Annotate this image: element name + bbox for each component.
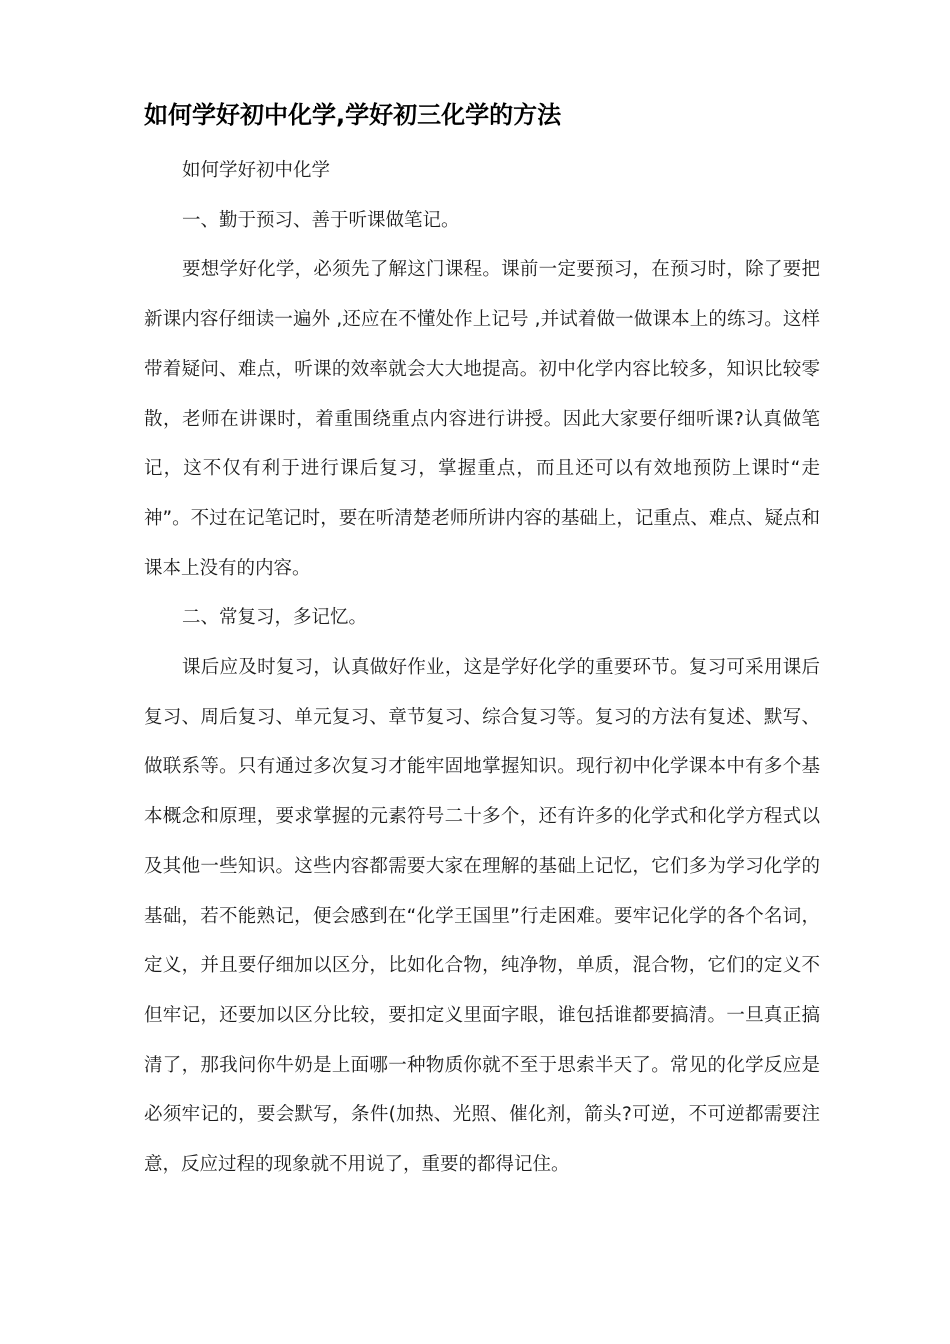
paragraph-section-heading-2: 二、常复习，多记忆。	[182, 607, 368, 629]
paragraph-review-memory: 课后应及时复习，认真做好作业，这是学好化学的重要环节。复习可采用课后复习、周后复习、单元复习、章节复习、综合复习等。复习的方法有复述、默写、做联系等。只有通过多次复习才能牢固地掌握知识。现行初中化学课本中有多个基本概念和原理，要求掌握的元素符号二十多个，还有许多的化学式和化学方程式以及其他一些知识。这些内容都需要大家在理解的基础上记忆，它们多为学习化学的基础，若不能熟记，便会感到在“化学王国里”行走困难。要牢记化学的各个名词，定义，并且要仔细加以区分，比如化合物，纯净物，单质，混合物，它们的定义不但牢记，还要加以区分比较，要扣定义里面字眼，谁包括谁都要搞清。一旦真正搞清了，那我问你牛奶是上面哪一种物质你就不至于思索半天了。常见的化学反应是必须牢记的，要会默写，条件(加热、光照、催化剂，箭头?可逆，不可逆都需要注意，反应过程的现象就不用说了，重要的都得记住。	[144, 657, 820, 1176]
paragraph-preview-notes: 要想学好化学，必须先了解这门课程。课前一定要预习，在预习时，除了要把新课内容仔细读一遍外 ,还应在不懂处作上记号 ,并试着做一做课本上的练习。这样带着疑问、难点，听课的效率就会大大地提高。初中化学内容比较多，知识比较零散，老师在讲课时，着重围绕重点内容进行讲授。因此大家要仔细听课?认真做笔记，这不仅有利于进行课后复习，掌握重点，而且还可以有效地预防上课时“走神”。不过在记笔记时，要在听清楚老师所讲内容的基础上，记重点、难点、疑点和课本上没有的内容。	[144, 259, 820, 579]
document-title: 如何学好初中化学,学好初三化学的方法	[144, 101, 562, 129]
paragraph-section-heading-1: 一、勤于预习、善于听课做笔记。	[182, 209, 460, 231]
paragraph-subtitle: 如何学好初中化学	[182, 160, 331, 181]
document-body	[144, 146, 820, 1190]
